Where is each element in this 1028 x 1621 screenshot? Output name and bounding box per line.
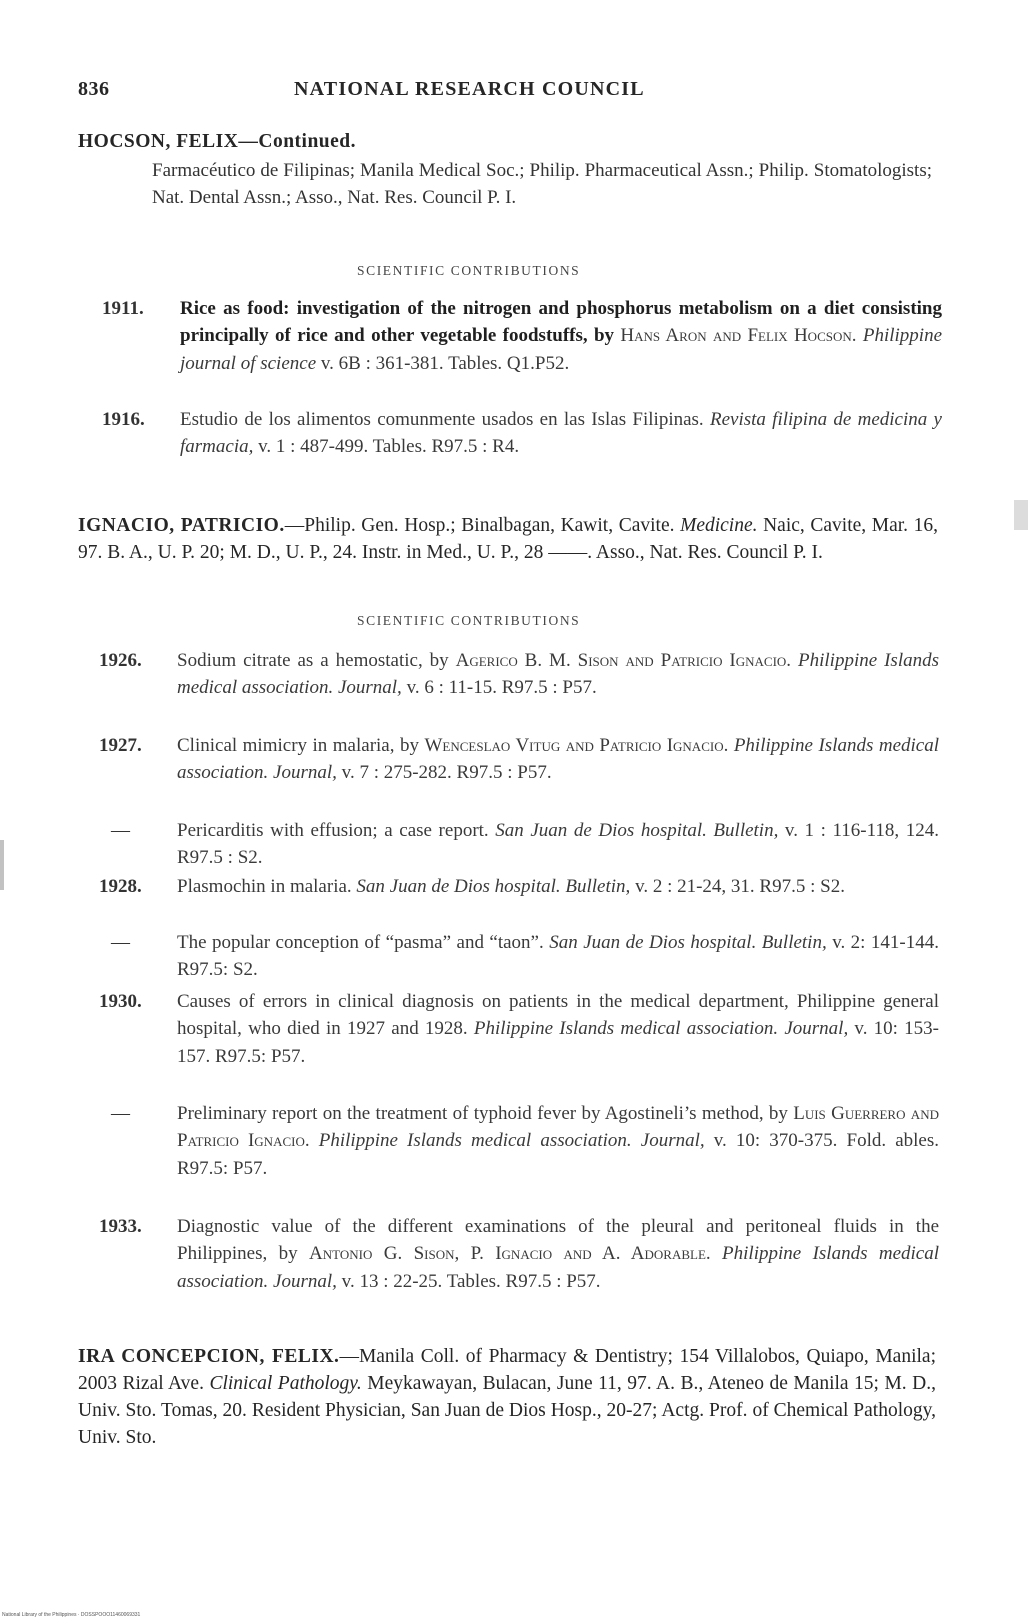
contribution-year: 1930. <box>99 991 142 1012</box>
section-heading-scientific-contributions: SCIENTIFIC CONTRIBUTIONS <box>357 263 581 278</box>
contribution-journal: Philippine Islands medical association. Journal, <box>473 1018 849 1040</box>
contribution-journal: San Juan de Dios hospital. Bulletin, <box>356 876 631 897</box>
scan-edge-mark <box>0 840 4 890</box>
contribution-citation: v. 2: 141-144. R97.5: S2. <box>177 932 939 981</box>
contribution-item <box>99 929 1019 985</box>
contribution-item <box>99 1213 1019 1323</box>
contribution-authors: Hans Aron and Felix Hocson. <box>620 325 857 347</box>
contribution-citation: v. 13 : 22-25. Tables. R97.5 : P57. <box>336 1270 601 1292</box>
contribution-citation: v. 1 : 116-118, 124. R97.5 : S2. <box>177 820 939 869</box>
entry-heading-ignacio <box>78 512 938 566</box>
section-heading-scientific-contributions: SCIENTIFIC CONTRIBUTIONS <box>357 613 581 628</box>
contribution-item <box>99 732 1019 814</box>
entry-specialty: Medicine. <box>680 515 758 536</box>
contribution-journal: Philippine Islands medical association. Journal, <box>318 1130 705 1152</box>
contribution-journal: Philippine journal of science <box>180 325 942 374</box>
contribution-item <box>99 1100 1019 1210</box>
contribution-item <box>102 295 1022 405</box>
contribution-item <box>99 817 1019 873</box>
contribution-item <box>102 406 1022 486</box>
contribution-year: 1927. <box>99 735 142 756</box>
contribution-year: — <box>111 820 130 841</box>
entry-specialty: Clinical Pathology. <box>209 1373 362 1394</box>
contribution-citation: v. 2 : 21-24, 31. R97.5 : S2. <box>630 876 845 897</box>
scan-footer: National Library of the Philippines · DOSSPOOO11460069331 <box>2 1612 141 1618</box>
contribution-text <box>180 295 942 377</box>
contribution-journal: Philippine Islands medical association. Journal, <box>177 1243 940 1292</box>
scan-edge-mark <box>1014 500 1028 530</box>
contribution-year: — <box>111 932 130 953</box>
contribution-title: The popular conception of “pasma” and “taon”. <box>177 932 550 953</box>
contribution-text <box>177 817 939 872</box>
contribution-citation: v. 1 : 487-499. Tables. R97.5 : R4. <box>253 436 520 458</box>
contribution-citation: v. 10: 153-157. R97.5: P57. <box>177 1018 940 1067</box>
contribution-citation: v. 6B : 361-381. Tables. Q1.P52. <box>316 352 570 374</box>
contribution-year: — <box>111 1103 130 1124</box>
contribution-title: Estudio de los alimentos comunmente usados en las Islas Filipinas. <box>180 409 710 430</box>
contribution-text <box>177 1213 939 1295</box>
page-number: 836 <box>78 78 110 100</box>
entry-name: IRA CONCEPCION, FELIX. <box>78 1346 340 1367</box>
contribution-text <box>177 647 939 702</box>
entry-bio: —Philip. Gen. Hosp.; Binalbagan, Kawit, Cavite. <box>284 515 675 536</box>
contribution-text <box>177 929 939 984</box>
contribution-title: Plasmochin in malaria. <box>177 876 357 897</box>
contribution-citation: v. 7 : 275-282. R97.5 : P57. <box>336 762 552 784</box>
contribution-authors: Wenceslao Vitug and Patricio Ignacio. <box>424 735 729 756</box>
contribution-title: Sodium citrate as a hemostatic, by <box>177 650 456 671</box>
contribution-journal: San Juan de Dios hospital. Bulletin, <box>549 932 827 953</box>
contribution-text <box>177 1100 939 1182</box>
running-head: NATIONAL RESEARCH COUNCIL <box>294 78 645 100</box>
contribution-item <box>99 873 1019 929</box>
entry-bio: —Manila Coll. of Pharmacy & Dentistry; 154 Villalobos, Quiapo, Manila; 2003 Rizal Ave. <box>78 1346 936 1394</box>
contribution-journal: San Juan de Dios hospital. Bulletin, <box>495 820 779 841</box>
entry-heading-ira-concepcion <box>78 1343 936 1451</box>
contribution-title: Rice as food: investigation of the nitrogen and phosphorus metabolism on a diet consisting principally of rice and other vegetable foodstuffs, by <box>180 298 942 347</box>
contribution-year: 1911. <box>102 298 144 319</box>
contribution-text <box>180 406 942 461</box>
entry-heading-hocson <box>78 128 958 155</box>
entry-bio-rest: Naic, Cavite, Mar. 16, 97. B. A., U. P. 20; M. D., U. P., 24. Instr. in Med., U. P., 28 ——. Asso., Nat. Res. Council P. I. <box>78 515 938 563</box>
entry-bio-rest: Meykawayan, Bulacan, June 11, 97. A. B., Ateneo de Manila 15; M. D., Univ. Sto. Tomas, 20. Resident Physician, San Juan de Dios Hosp., 20-27; Actg. Prof. of Chemical Pathology, Univ. Sto. <box>78 1373 936 1448</box>
contribution-journal: Philippine Islands medical association. Journal, <box>177 735 940 784</box>
contribution-text <box>177 732 939 787</box>
contribution-title: Causes of errors in clinical diagnosis on patients in the medical department, Philippine general hospital, who died in 1927 and 1928. <box>177 991 939 1040</box>
contribution-item <box>99 988 1019 1098</box>
page-header <box>78 78 958 108</box>
entry-affiliations: Farmacéutico de Filipinas; Manila Medical Soc.; Philip. Pharmaceutical Assn.; Philip. Stomatologists; Nat. Dental Assn.; Asso., Nat. Res. Council P. I. <box>152 160 932 208</box>
contribution-citation: v. 6 : 11-15. R97.5 : P57. <box>401 677 597 699</box>
contribution-text <box>177 873 939 900</box>
contribution-citation: v. 10: 370-375. Fold. ables. R97.5: P57. <box>177 1130 940 1179</box>
contribution-title: Preliminary report on the treatment of typhoid fever by Agostineli’s method, by <box>177 1103 794 1124</box>
entry-name: IGNACIO, PATRICIO. <box>78 515 285 536</box>
contribution-authors: Agerico B. M. Sison and Patricio Ignacio. <box>455 650 792 671</box>
contribution-year: 1926. <box>99 650 142 671</box>
entry-name: HOCSON, FELIX—Continued. <box>78 131 357 152</box>
contribution-year: 1928. <box>99 876 142 897</box>
contribution-text <box>177 988 939 1070</box>
contribution-journal: Revista filipina de medicina y farmacia, <box>180 409 942 458</box>
contribution-authors: Luis Guerrero and Patricio Ignacio. <box>177 1103 939 1152</box>
contribution-title: Pericarditis with effusion; a case report. <box>177 820 496 841</box>
contribution-title: Diagnostic value of the different examinations of the pleural and peritoneal fluids in the Philippines, by <box>177 1216 939 1265</box>
contribution-title: Clinical mimicry in malaria, by <box>177 735 425 756</box>
contribution-authors: Antonio G. Sison, P. Ignacio and A. Adorable. <box>309 1243 711 1265</box>
contribution-item <box>99 647 1019 729</box>
contribution-year: 1933. <box>99 1216 142 1237</box>
contribution-journal: Philippine Islands medical association. Journal, <box>177 650 939 699</box>
contribution-year: 1916. <box>102 409 145 430</box>
